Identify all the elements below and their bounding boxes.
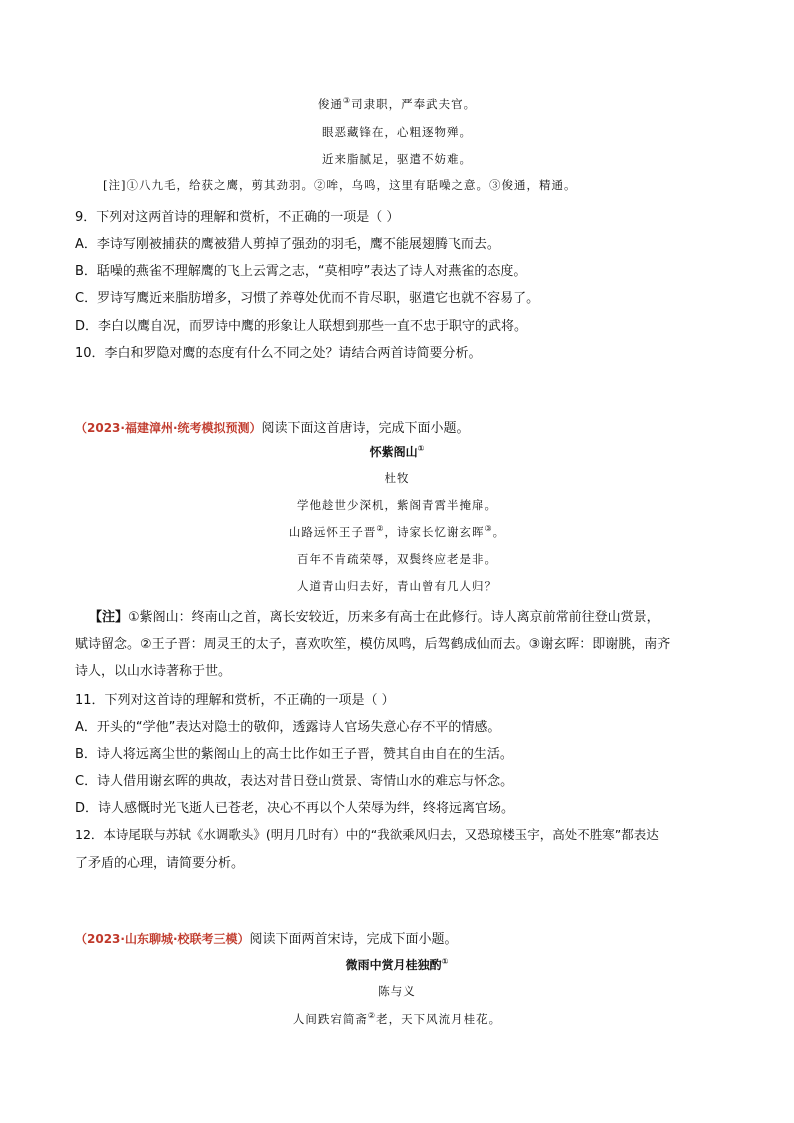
poem-line: 人间跌宕简斋②老，天下风流月桂花。	[292, 1011, 502, 1026]
poem-line: 人道青山归去好，青山曾有几人归？	[297, 579, 497, 593]
question-9-option-a: A．李诗写刚被捕获的鹰被猎人剪掉了强劲的羽毛，鹰不能展翅腾飞而去。	[75, 237, 500, 252]
poem-line: 百年不肯疏荣辱，双鬓终应老是非。	[297, 552, 497, 566]
section-3-intro: 阅读下面两首宋诗，完成下面小题。	[249, 932, 458, 947]
question-9-stem: 9．下列对这两首诗的理解和赏析，不正确的一项是（ ）	[75, 210, 400, 225]
question-9-option-c: C．罗诗写鹰近来脂肪增多，习惯了养尊处优而不肯尽职，驱遣它也就不容易了。	[75, 291, 540, 306]
poem-note: [注]①八九毛，给获之鹰，剪其劲羽。②哞，乌鸣，这里有聒噪之意。③俊通，精通。	[103, 178, 577, 192]
question-12-line: 了矛盾的心理，请简要分析。	[75, 856, 245, 871]
section-2-intro: 阅读下面这首唐诗，完成下面小题。	[261, 421, 470, 436]
question-12-line: 12．本诗尾联与苏轼《水调歌头》(明月几时有）中的“我欲乘风归去，又恐琼楼玉宇，高处不胜寒”都表达	[75, 827, 659, 842]
question-11-stem: 11．下列对这首诗的理解和赏析，不正确的一项是（ ）	[75, 693, 395, 708]
section-2-source: （2023·福建漳州·统考模拟预测）	[75, 421, 262, 435]
question-10: 10．李白和罗隐对鹰的态度有什么不同之处？请结合两首诗简要分析。	[75, 346, 482, 361]
section-2-poem-author: 杜牧	[384, 471, 410, 485]
section-3-header	[75, 928, 458, 947]
section-2-note-line: 赋诗留念。②王子晋：周灵王的太子，喜欢吹笙，模仿凤鸣，后驾鹤成仙而去。③谢玄晖：即谢朓，南齐	[75, 637, 671, 652]
question-11-option-d: D．诗人感慨时光飞逝人已苍老，决心不再以个人荣辱为绊，终将远离官场。	[75, 801, 515, 816]
section-3-poem-author: 陈与义	[378, 984, 416, 998]
question-9-option-b: B．聒噪的燕雀不理解鹰的飞上云霄之志，“莫相哼”表达了诗人对燕雀的态度。	[75, 264, 527, 279]
poem-line: 俊通③司隶职，严奉武夫官。	[317, 96, 477, 111]
poem-line: 眼恶藏锋在，心粗逐物殚。	[322, 125, 472, 139]
question-11-option-c: C．诗人借用谢玄晖的典故，表达对昔日登山赏景、寄情山水的难忘与怀念。	[75, 774, 514, 789]
section-3-source: （2023·山东聊城·校联考三模）	[75, 932, 250, 946]
poem-line: 山路远怀王子晋②，诗家长忆谢玄晖③。	[288, 524, 506, 539]
section-2-poem-title: 怀紫阁山①	[369, 444, 425, 459]
question-11-option-a: A．开头的“学他”表达对隐士的敬仰，透露诗人官场失意心存不平的情感。	[75, 720, 501, 735]
poem-line: 学他趁世少深机，紫阁青霄半掩扉。	[297, 498, 497, 512]
section-2-note-line: 诗人，以山水诗著称于世。	[75, 664, 232, 679]
section-2-header	[75, 417, 470, 436]
question-9-option-d: D．李白以鹰自况，而罗诗中鹰的形象让人联想到那些一直不忠于职守的武将。	[75, 319, 528, 334]
poem-line: 近来脂腻足，驱遣不妨难。	[322, 152, 472, 166]
question-11-option-b: B．诗人将远离尘世的紫阁山上的高士比作如王子晋，赞其自由自在的生活。	[75, 747, 513, 762]
section-3-poem-title: 微雨中赏月桂独酌①	[345, 957, 449, 972]
section-2-note-line: 【注】①紫阁山：终南山之首，离长安较近，历来多有高士在此修行。诗人离京前常前往登山赏景，	[89, 610, 660, 625]
